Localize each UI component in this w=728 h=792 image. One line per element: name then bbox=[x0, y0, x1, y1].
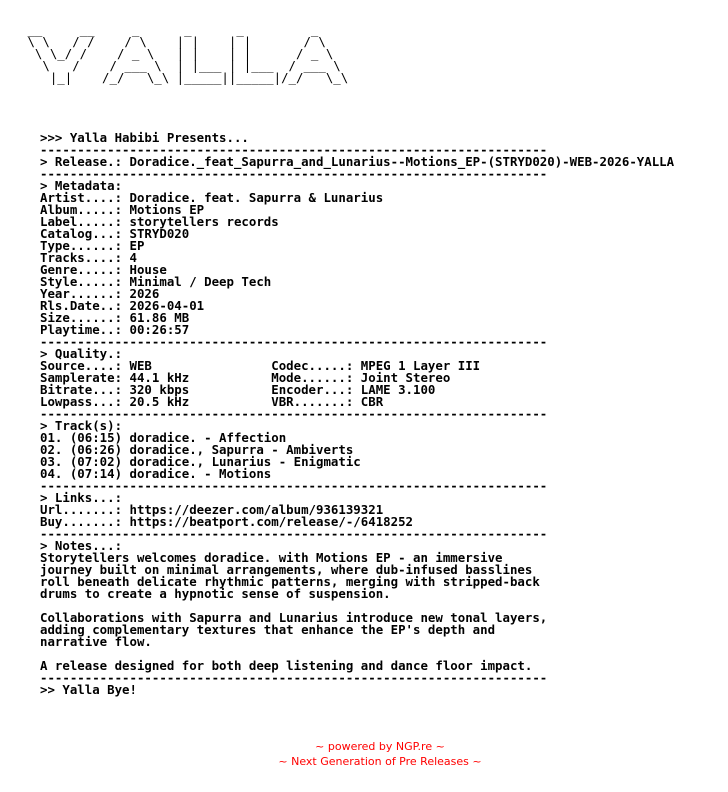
divider: -------------------------------------------------------------------- bbox=[40, 670, 548, 685]
quality-heading: > Quality.: bbox=[40, 346, 123, 361]
divider: -------------------------------------------------------------------- bbox=[40, 166, 548, 181]
track-item: 03. (07:02) doradice., Lunarius - Enigmatic bbox=[40, 454, 361, 469]
notes-heading: > Notes...: bbox=[40, 538, 123, 553]
notes-line: Collaborations with Sapurra and Lunarius introduce new tonal layers, bbox=[40, 610, 548, 625]
notes-line: A release designed for both deep listening and dance floor impact. bbox=[40, 658, 533, 673]
notes-line: narrative flow. bbox=[40, 634, 152, 649]
notes-line: roll beneath delicate rhythmic patterns, merging with stripped-back bbox=[40, 574, 540, 589]
metadata-size: Size......: 61.86 MB bbox=[40, 310, 190, 325]
metadata-album: Album.....: Motions EP bbox=[40, 202, 205, 217]
divider: -------------------------------------------------------------------- bbox=[40, 526, 548, 541]
link-url[interactable]: Url.......: https://deezer.com/album/936139321 bbox=[40, 502, 384, 517]
metadata-style: Style.....: Minimal / Deep Tech bbox=[40, 274, 272, 289]
divider: -------------------------------------------------------------------- bbox=[40, 478, 548, 493]
metadata-tracks: Tracks....: 4 bbox=[40, 250, 137, 265]
track-item: 01. (06:15) doradice. - Affection bbox=[40, 430, 287, 445]
header-line: >>> Yalla Habibi Presents... bbox=[40, 130, 249, 145]
track-item: 02. (06:26) doradice., Sapurra - Ambiverts bbox=[40, 442, 354, 457]
quality-line: Bitrate...: 320 kbps Encoder...: LAME 3.100 bbox=[40, 382, 436, 397]
metadata-catalog: Catalog...: STRYD020 bbox=[40, 226, 190, 241]
metadata-playtime: Playtime..: 00:26:57 bbox=[40, 322, 190, 337]
metadata-type: Type......: EP bbox=[40, 238, 145, 253]
quality-line: Source....: WEB Codec.....: MPEG 1 Layer III bbox=[40, 358, 481, 373]
quality-line: Lowpass...: 20.5 kHz VBR.......: CBR bbox=[40, 394, 384, 409]
metadata-label: Label.....: storytellers records bbox=[40, 214, 279, 229]
notes-line: journey built on minimal arrangements, where dub-infused basslines bbox=[40, 562, 533, 577]
metadata-genre: Genre.....: House bbox=[40, 262, 167, 277]
links-heading: > Links...: bbox=[40, 490, 123, 505]
ascii-logo: __ __ _ _ _ _ \ \ / / / \ | | | | / \ \ \_/ / / _ \ | | | | / _ \ \ / / ___ \ | |___ | |___ / ___ \ |_| /_/ \_\ |_____||_____|/_/ \_\ bbox=[27, 22, 349, 85]
footer bbox=[0, 739, 728, 769]
track-item: 04. (07:14) doradice. - Motions bbox=[40, 466, 272, 481]
nfo-body bbox=[40, 132, 674, 696]
footer-tagline-link[interactable]: ~ Next Generation of Pre Releases ~ bbox=[278, 755, 482, 768]
bye-line: >> Yalla Bye! bbox=[40, 682, 137, 697]
release-line: > Release.: Doradice._feat_Sapurra_and_Lunarius--Motions_EP-(STRYD020)-WEB-2026-YALLA bbox=[40, 154, 675, 169]
quality-line: Samplerate: 44.1 kHz Mode......: Joint Stereo bbox=[40, 370, 451, 385]
tracks-heading: > Track(s): bbox=[40, 418, 123, 433]
metadata-year: Year......: 2026 bbox=[40, 286, 160, 301]
metadata-artist: Artist....: Doradice. feat. Sapurra & Lunarius bbox=[40, 190, 384, 205]
notes-line: Storytellers welcomes doradice. with Motions EP - an immersive bbox=[40, 550, 503, 565]
notes-line: adding complementary textures that enhance the EP's depth and bbox=[40, 622, 496, 637]
footer-powered-link[interactable]: ~ powered by NGP.re ~ bbox=[315, 740, 445, 753]
divider: -------------------------------------------------------------------- bbox=[40, 142, 548, 157]
divider: -------------------------------------------------------------------- bbox=[40, 406, 548, 421]
metadata-rls-date: Rls.Date..: 2026-04-01 bbox=[40, 298, 205, 313]
metadata-heading: > Metadata: bbox=[40, 178, 123, 193]
notes-line: drums to create a hypnotic sense of suspension. bbox=[40, 586, 391, 601]
link-buy[interactable]: Buy.......: https://beatport.com/release/-/6418252 bbox=[40, 514, 413, 529]
divider: -------------------------------------------------------------------- bbox=[40, 334, 548, 349]
